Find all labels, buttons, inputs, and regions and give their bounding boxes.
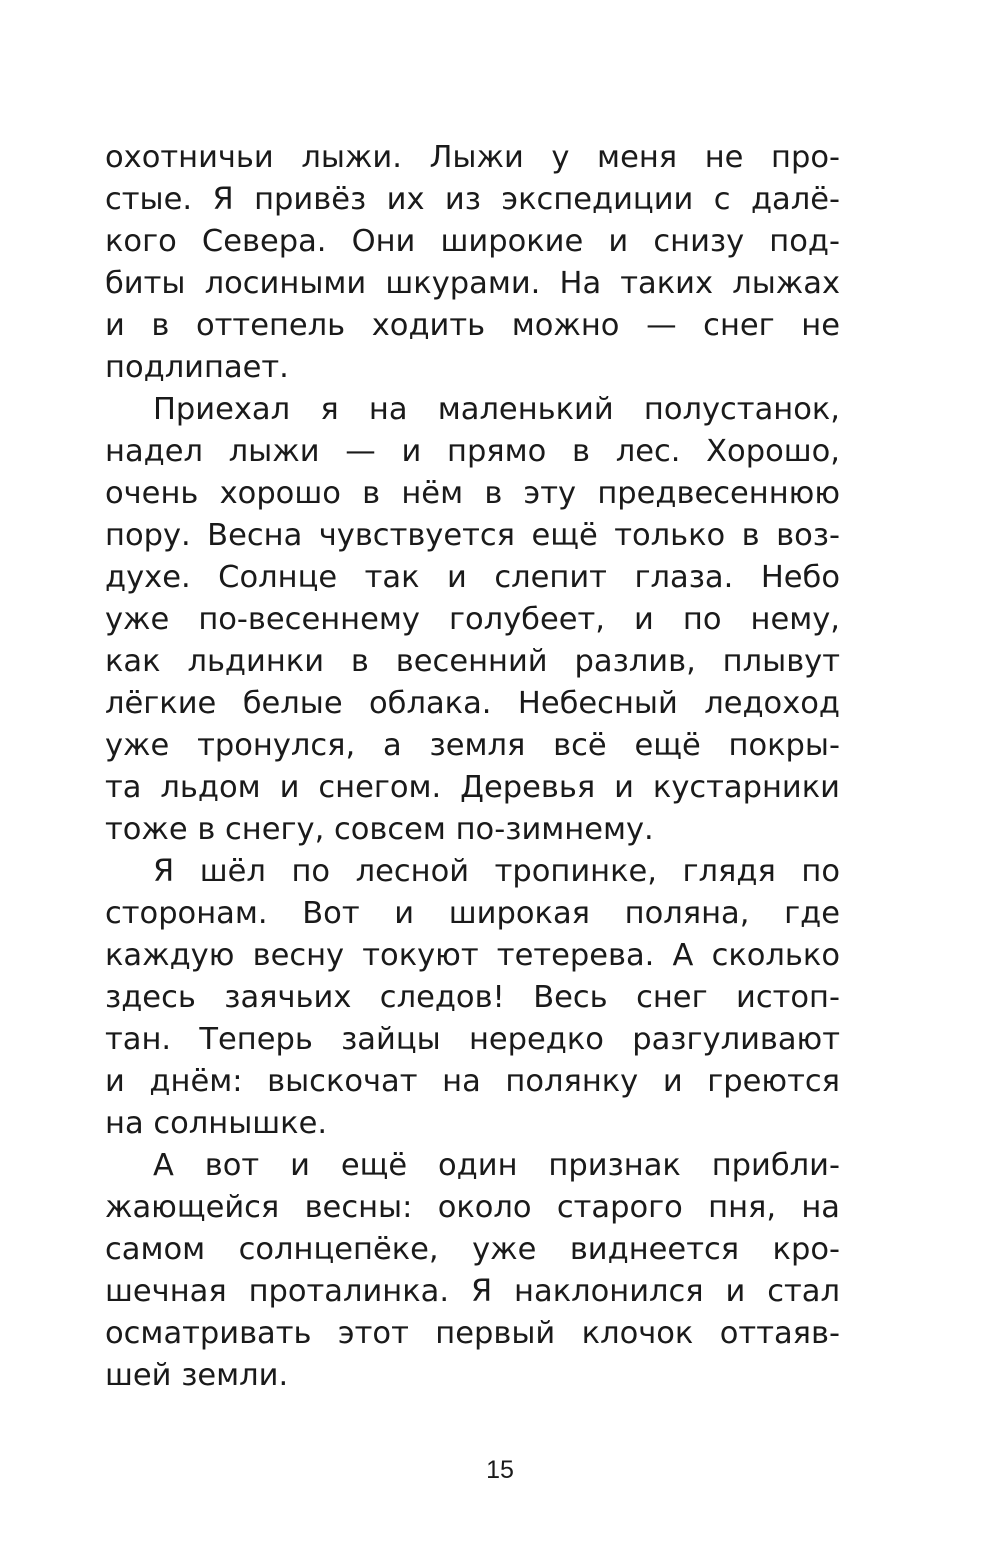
text-line: как льдинки в весенний разлив, плывут	[105, 644, 840, 679]
text-line: Я шёл по лесной тропинке, глядя по	[153, 854, 840, 889]
text-line: та льдом и снегом. Деревья и кустарники	[105, 770, 840, 805]
paragraph	[105, 851, 840, 1145]
text-line: стые. Я привёз их из экспедиции с далё-	[105, 182, 840, 217]
text-line: пору. Весна чувствуется ещё только в воз-	[105, 518, 840, 553]
text-line: сторонам. Вот и широкая поляна, где	[105, 896, 840, 931]
text-line: кого Севера. Они широкие и снизу под-	[105, 224, 840, 259]
text-line: подлипает.	[105, 350, 289, 385]
paragraph	[105, 137, 840, 389]
text-line: и днём: выскочат на полянку и греются	[105, 1064, 840, 1099]
text-line: тоже в снегу, совсем по-зимнему.	[105, 812, 654, 847]
paragraph	[105, 389, 840, 851]
text-line: А вот и ещё один признак прибли-	[153, 1148, 840, 1183]
text-line: духе. Солнце так и слепит глаза. Небо	[105, 560, 840, 595]
text-line: охотничьи лыжи. Лыжи у меня не про-	[105, 140, 840, 175]
body-text	[105, 137, 840, 1397]
text-line: шечная проталинка. Я наклонился и стал	[105, 1274, 840, 1309]
text-line: биты лосиными шкурами. На таких лыжах	[105, 266, 840, 301]
text-line: осматривать этот первый клочок оттаяв-	[105, 1316, 840, 1351]
text-line: лёгкие белые облака. Небесный ледоход	[105, 686, 840, 721]
text-line: жающейся весны: около старого пня, на	[105, 1190, 840, 1225]
text-line: здесь заячьих следов! Весь снег истоп-	[105, 980, 840, 1015]
text-line: уже по-весеннему голубеет, и по нему,	[105, 602, 840, 637]
text-line: уже тронулся, а земля всё ещё покры-	[105, 728, 840, 763]
text-line: очень хорошо в нём в эту предвесеннюю	[105, 476, 840, 511]
text-line: каждую весну токуют тетерева. А сколько	[105, 938, 840, 973]
text-line: Приехал я на маленький полустанок,	[153, 392, 840, 427]
text-line: надел лыжи — и прямо в лес. Хорошо,	[105, 434, 840, 469]
page-number: 15	[486, 1456, 514, 1484]
text-line: на солнышке.	[105, 1106, 328, 1141]
paragraph	[105, 1145, 840, 1397]
text-line: тан. Теперь зайцы нередко разгуливают	[105, 1022, 840, 1057]
text-line: шей земли.	[105, 1358, 289, 1393]
text-line: самом солнцепёке, уже виднеется кро-	[105, 1232, 840, 1267]
text-line: и в оттепель ходить можно — снег не	[105, 308, 840, 343]
